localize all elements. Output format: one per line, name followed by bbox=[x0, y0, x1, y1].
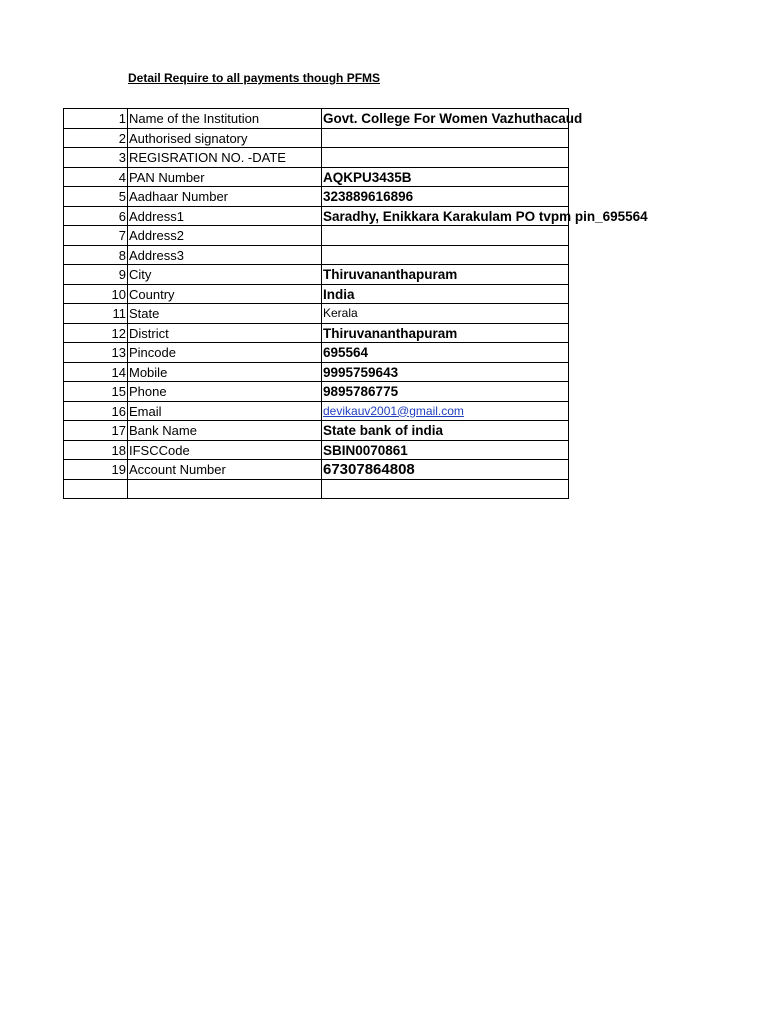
table-row-state bbox=[63, 303, 569, 323]
table-row-signatory bbox=[63, 128, 569, 148]
bank-name-value: State bank of india bbox=[321, 420, 569, 440]
account-number-value: 67307864808 bbox=[321, 459, 569, 479]
table-row-ifsc bbox=[63, 440, 569, 460]
field-label: Account Number bbox=[127, 459, 321, 479]
field-label: Address3 bbox=[127, 245, 321, 265]
table-row-pan bbox=[63, 167, 569, 187]
aadhaar-number-value: 323889616896 bbox=[321, 186, 569, 206]
row-number: 7 bbox=[63, 225, 127, 245]
row-number: 8 bbox=[63, 245, 127, 265]
row-number: 15 bbox=[63, 381, 127, 401]
table-row-aadhaar bbox=[63, 186, 569, 206]
pincode-value: 695564 bbox=[321, 342, 569, 362]
field-label: Email bbox=[127, 401, 321, 421]
row-number: 4 bbox=[63, 167, 127, 187]
row-number: 13 bbox=[63, 342, 127, 362]
mobile-value: 9995759643 bbox=[321, 362, 569, 382]
field-label: IFSCCode bbox=[127, 440, 321, 460]
field-label: City bbox=[127, 264, 321, 284]
table-row-district bbox=[63, 323, 569, 343]
field-label: Phone bbox=[127, 381, 321, 401]
institution-name-value: Govt. College For Women Vazhuthacaud bbox=[321, 108, 569, 128]
table-row-institution bbox=[63, 108, 583, 128]
pan-number-value: AQKPU3435B bbox=[321, 167, 569, 187]
row-number: 14 bbox=[63, 362, 127, 382]
signatory-value bbox=[321, 128, 569, 148]
table-row-bank bbox=[63, 420, 569, 440]
row-number: 12 bbox=[63, 323, 127, 343]
address3-value bbox=[321, 245, 569, 265]
country-value: India bbox=[321, 284, 569, 304]
field-label: Name of the Institution bbox=[127, 108, 321, 128]
row-number: 6 bbox=[63, 206, 127, 226]
table-row-account bbox=[63, 459, 569, 479]
field-label: Address1 bbox=[127, 206, 321, 226]
field-label: Aadhaar Number bbox=[127, 186, 321, 206]
row-number: 11 bbox=[63, 303, 127, 323]
field-label: Country bbox=[127, 284, 321, 304]
table-row-phone bbox=[63, 381, 569, 401]
table-row-address1 bbox=[63, 206, 648, 226]
district-value: Thiruvananthapuram bbox=[321, 323, 569, 343]
field-label bbox=[127, 479, 321, 499]
field-label: Authorised signatory bbox=[127, 128, 321, 148]
phone-value: 9895786775 bbox=[321, 381, 569, 401]
city-value: Thiruvananthapuram bbox=[321, 264, 569, 284]
pfms-details-table bbox=[63, 108, 648, 499]
email-link[interactable]: devikauv2001@gmail.com bbox=[321, 401, 569, 421]
field-label: State bbox=[127, 303, 321, 323]
table-row-address2 bbox=[63, 225, 569, 245]
address1-value: Saradhy, Enikkara Karakulam PO tvpm pin_695564 bbox=[321, 206, 569, 226]
row-number: 18 bbox=[63, 440, 127, 460]
row-number: 19 bbox=[63, 459, 127, 479]
field-label: Pincode bbox=[127, 342, 321, 362]
row-number: 1 bbox=[63, 108, 127, 128]
field-label: District bbox=[127, 323, 321, 343]
table-row-address3 bbox=[63, 245, 569, 265]
row-number bbox=[63, 479, 127, 499]
row-number: 3 bbox=[63, 147, 127, 167]
row-number: 10 bbox=[63, 284, 127, 304]
field-label: Mobile bbox=[127, 362, 321, 382]
registration-value bbox=[321, 147, 569, 167]
field-label: Address2 bbox=[127, 225, 321, 245]
row-number: 2 bbox=[63, 128, 127, 148]
table-row-pincode bbox=[63, 342, 569, 362]
state-value: Kerala bbox=[321, 303, 569, 323]
page-title: Detail Require to all payments though PFMS bbox=[128, 71, 381, 85]
field-label: PAN Number bbox=[127, 167, 321, 187]
empty-value bbox=[321, 479, 569, 499]
table-row-registration bbox=[63, 147, 569, 167]
table-row-empty bbox=[63, 479, 569, 499]
row-number: 5 bbox=[63, 186, 127, 206]
row-number: 16 bbox=[63, 401, 127, 421]
row-number: 17 bbox=[63, 420, 127, 440]
field-label: REGISRATION NO. -DATE bbox=[127, 147, 321, 167]
row-number: 9 bbox=[63, 264, 127, 284]
ifsc-code-value: SBIN0070861 bbox=[321, 440, 569, 460]
table-row-city bbox=[63, 264, 569, 284]
table-row-country bbox=[63, 284, 569, 304]
field-label: Bank Name bbox=[127, 420, 321, 440]
table-row-mobile bbox=[63, 362, 569, 382]
address2-value bbox=[321, 225, 569, 245]
table-row-email bbox=[63, 401, 569, 421]
